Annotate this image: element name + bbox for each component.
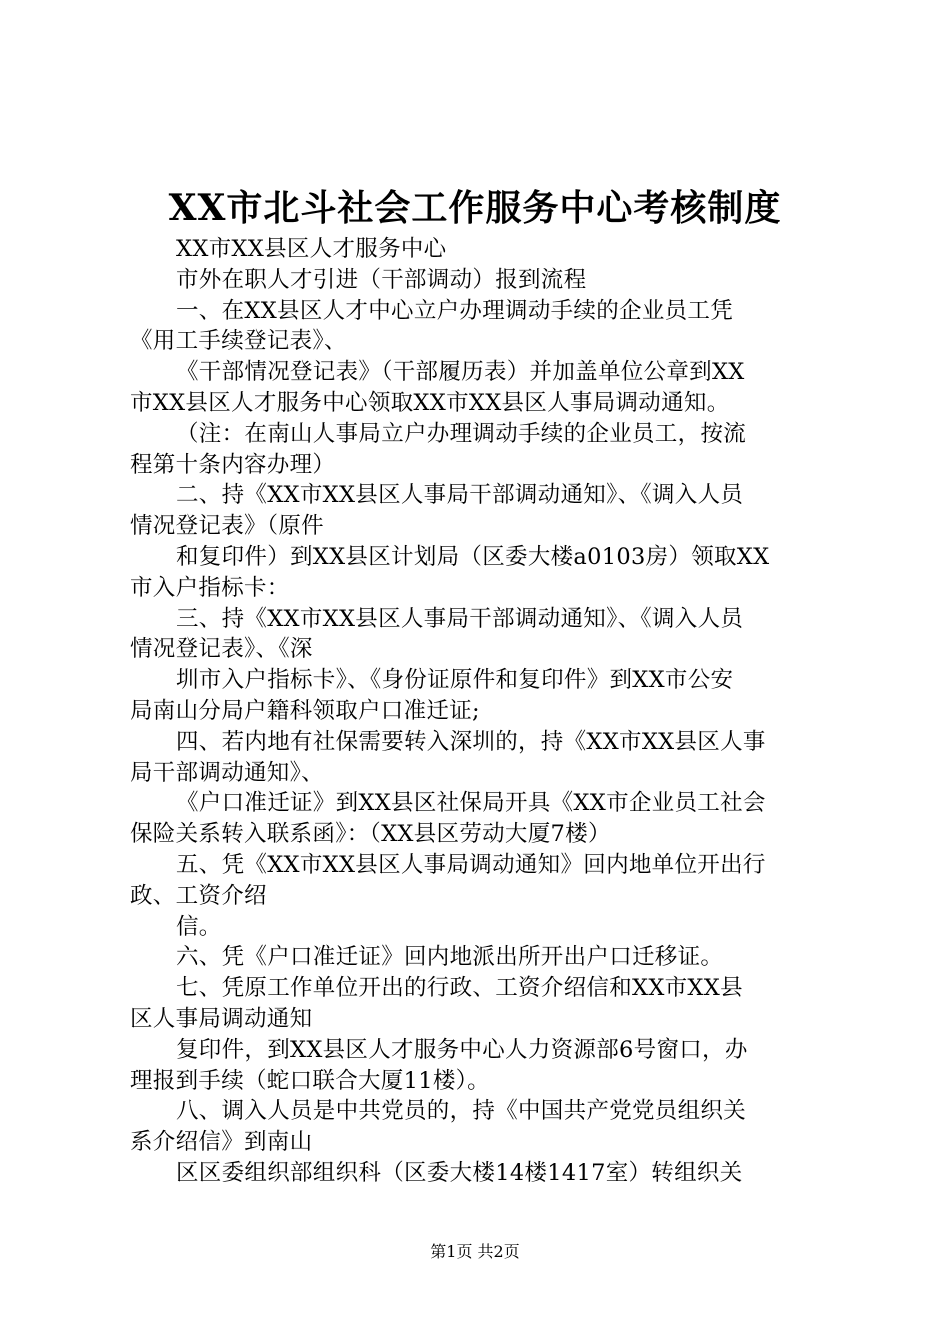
body-line: 局南山分局户籍科领取户口准迁证; [130,697,480,724]
document-body [130,234,830,1189]
body-line: 二、持《XX市XX县区人事局干部调动通知》、《调入人员 [176,482,744,509]
body-line: 七、凭原工作单位开出的行政、工资介绍信和XX市XX县 [176,975,743,1002]
body-line: 程第十条内容办理） [130,451,336,478]
body-line: 《户口准迁证》到XX县区社保局开具《XX市企业员工社会 [176,790,766,817]
body-line: 一、在XX县区人才中心立户办理调动手续的企业员工凭 [176,297,734,324]
body-line: 区区委组织部组织科（区委大楼14楼1417室）转组织关 [176,1159,743,1186]
body-line: 五、凭《XX市XX县区人事局调动通知》回内地单位开出行 [176,851,766,878]
body-line: 市外在职人才引进（干部调动）报到流程 [176,266,587,293]
body-line: 复印件，到XX县区人才服务中心人力资源部6号窗口，办 [176,1036,748,1063]
body-line: 政、工资介绍 [130,882,267,909]
document-title: XX市北斗社会工作服务中心考核制度 [168,187,782,229]
body-line: （注：在南山人事局立户办理调动手续的企业员工，按流 [176,420,747,447]
body-line: 理报到手续（蛇口联合大厦11楼）。 [130,1067,490,1094]
body-line: 局干部调动通知》、 [130,759,324,786]
body-line: 八、调入人员是中共党员的，持《中国共产党党员组织关 [176,1098,747,1125]
body-line: 三、持《XX市XX县区人事局干部调动通知》、《调入人员 [176,605,744,632]
body-line: 信。 [176,913,222,940]
page-number-footer: 第1页 共2页 [430,1242,520,1261]
body-line: 情况登记表》（原件 [130,513,324,540]
body-line: 系介绍信》到南山 [130,1129,313,1156]
body-line: 六、凭《户口准迁证》回内地派出所开出户口迁移证。 [176,944,724,971]
body-line: XX市XX县区人才服务中心 [176,236,447,262]
body-line: 市入户指标卡： [130,574,290,601]
body-line: 《用工手续登记表》、 [130,328,347,355]
body-line: 四、若内地有社保需要转入深圳的，持《XX市XX县区人事 [176,728,766,755]
body-line: 和复印件）到XX县区计划局（区委大楼a0103房）领取XX [176,543,770,570]
body-line: 市XX县区人才服务中心领取XX市XX县区人事局调动通知。 [130,389,730,416]
body-line: 区人事局调动通知 [130,1005,313,1032]
body-line: 情况登记表》、《深 [130,636,313,663]
body-line: 保险关系转入联系函》：（XX县区劳动大厦7楼） [130,821,611,848]
body-line: 圳市入户指标卡》、《身份证原件和复印件》到XX市公安 [176,667,734,694]
body-line: 《干部情况登记表》（干部履历表）并加盖单位公章到XX [176,359,745,386]
